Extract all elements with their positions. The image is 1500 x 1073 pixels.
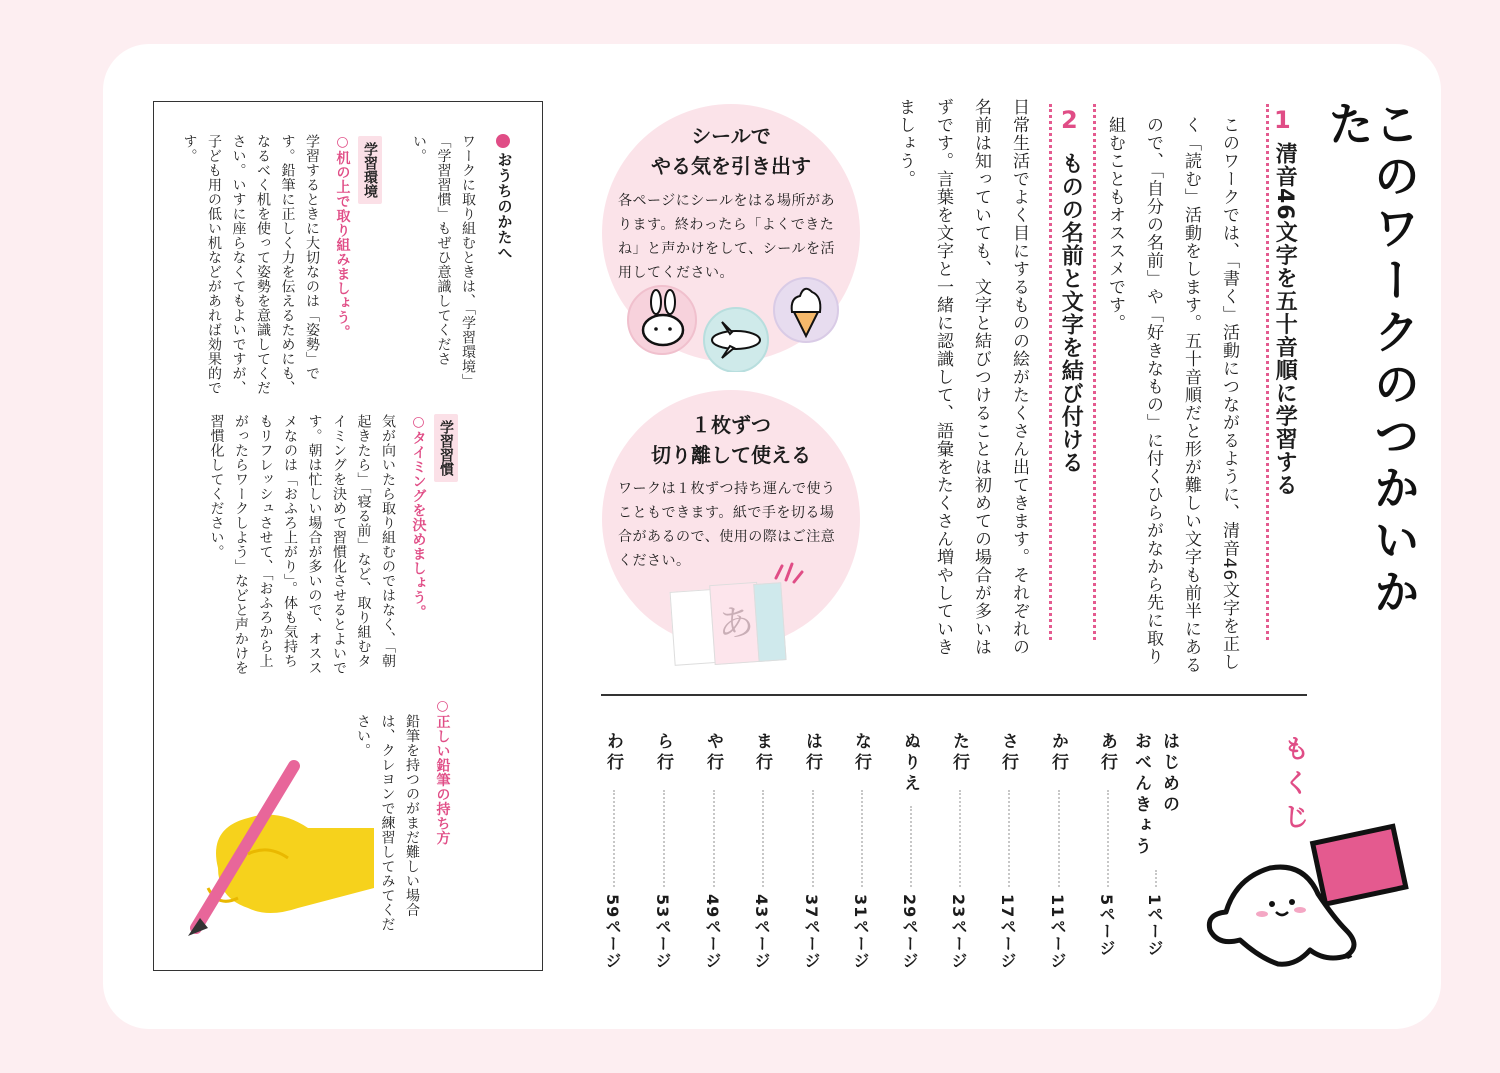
contents-leader-line [663,790,665,887]
contents-page-number: 23ページ [949,894,968,970]
contents-item-label: ら行 [653,732,673,774]
contents-item [747,732,779,972]
contents-item [993,732,1025,972]
notes-body-timing: 気が向いたら取り組むのではなく、「朝起きたら」「寝る前」など、取り組むタイミングを決めて習慣化させるとよいです。朝は忙しい場合が多いので、オススメなのは「おふろ上がり」。体も気持ちもリフレッシュさせて、「おふろから上がったらワークしよう」などと声かけを習慣化してください。 [208,414,396,675]
contents-page-number: 59ページ [603,894,622,970]
notes-body-pencil: 鉛筆を持つのがまだ難しい場合は、クレヨンで練習してみてください。 [355,714,420,932]
section-1-body: このワークでは、「書く」活動につながるように、清音46文字を正しく「読む」活動をします。五十音順だと形が難しい文字も前半にあるので、「自分の名前」や「好きなもの」に付くひらがなから先に取り組むこともオススメです。 [1105,116,1239,674]
tip-1-title-line2: やる気を引き出す [651,154,811,178]
notes-subhead-timing: ○タイミングを決めましょう。 [410,414,427,619]
contents-item [648,732,680,972]
section-2-body: 日常生活でよく目にするものの絵がたくさん出てきます。それぞれの名前は知っていても、文字と結びつけることは初めての場合が多いはずです。言葉を文字と一緒に認識して、語彙をたくさん増やしていきましょう。 [895,98,1029,656]
contents-item-label: わ行 [603,732,623,774]
notes-tag-habit: 学習習慣 [434,414,458,482]
contents-page-number: 5ページ [1097,894,1116,958]
page-title: このワークのつかいかた [1321,100,1421,620]
contents-item [846,732,878,972]
section-2-divider-left [1049,104,1052,640]
section-2-divider [1093,104,1096,640]
ghost-mascot-illustration [1200,818,1430,978]
contents-item-label: な行 [851,732,871,774]
contents-item-label: はじめの [1159,732,1179,816]
contents-item [944,732,976,972]
contents-item [797,732,829,972]
contents-item-label: ぬりえ [900,732,920,795]
contents-item [1131,732,1179,972]
notes-bullet-icon [496,134,510,148]
section-2-title: ものの名前と文字を結び付ける [1058,152,1084,474]
contents-page-number: 29ページ [900,894,919,970]
contents-leader-line [713,790,715,887]
contents-leader-line [812,790,814,887]
section-1-number: 1 [1274,106,1291,134]
contents-item [1092,732,1124,972]
contents-leader-line [861,790,863,887]
contents-leader-line [959,790,961,887]
contents-item-label: ま行 [752,732,772,774]
contents-item-label: か行 [1048,732,1068,774]
contents-page-number: 43ページ [752,894,771,970]
tip-2-title-line1: １枚ずつ [691,413,771,437]
contents-item [698,732,730,972]
contents-item-label: や行 [703,732,723,774]
contents-page-number: 53ページ [653,894,672,970]
tip-2-title-line2: 切り離して使える [651,443,811,467]
contents-page-number: 49ページ [703,894,722,970]
workbook-letter: あ [709,582,762,665]
contents-page-number: 37ページ [802,894,821,970]
hand-holding-pencil-illustration [178,758,378,938]
contents-leader-line [1107,790,1109,887]
section-2-number: 2 [1061,106,1078,134]
contents-item [895,732,927,972]
contents-page-number: 17ページ [998,894,1017,970]
notes-intro: ワークに取り組むときは、「学習環境」「学習習慣」もぜひ意識してください。 [411,134,476,388]
contents-leader-line [1058,790,1060,887]
contents-leader-line [762,790,764,887]
contents-page-number: 11ページ [1048,894,1067,970]
contents-item-label: た行 [949,732,969,774]
notes-subhead-desk: ○机の上で取り組みましょう。 [334,134,351,339]
spark-lines-icon [772,560,806,586]
contents-page-number: 1ページ [1145,894,1164,958]
contents-item-label-2: おべんきょう [1131,732,1151,858]
notes-body-desk: 学習するときに大切なのは「姿勢」です。鉛筆に正しく力を伝えるためにも、なるべく机を使って姿勢を意識してください。いすに座らなくてもよいですが、子ども用の低い机などがあれば効果的です。 [181,134,320,395]
contents-leader-line [1155,870,1157,887]
contents-leader-line [613,790,615,887]
sticker-illustrations [620,272,850,372]
contents-item [598,732,630,972]
notes-heading: おうちのかたへ [495,152,514,261]
contents-item-label: は行 [802,732,822,774]
contents-leader-line [1008,790,1010,887]
contents-item-label: さ行 [998,732,1018,774]
section-1-title: 清音46文字を五十音順に学習する [1272,142,1298,497]
workbook-sheet-illustration [669,580,786,670]
tip-1-body: 各ページにシールをはる場所があります。終わったら「よくできたね」と声かけをして、シールを活用してください。 [618,193,835,281]
notes-subhead-pencil: ○正しい鉛筆の持ち方 [434,698,451,845]
contents-leader-line [910,806,912,887]
contents-item [1043,732,1075,972]
contents-page-number: 31ページ [851,894,870,970]
contents-divider [601,694,1307,696]
ice-cream-sticker-icon [774,278,838,342]
airplane-sticker-icon [704,308,768,372]
section-1-divider [1266,104,1269,640]
tip-2-body: ワークは１枚ずつ持ち運んで使うこともできます。紙で手を切る場合があるので、使用の際はご注意ください。 [618,481,836,569]
tip-1-title-line1: シールで [691,124,771,148]
notes-tag-environment: 学習環境 [358,136,382,204]
contents-heading: もくじ [1279,735,1309,837]
rabbit-sticker-icon [628,286,696,354]
contents-item-label: あ行 [1097,732,1117,774]
